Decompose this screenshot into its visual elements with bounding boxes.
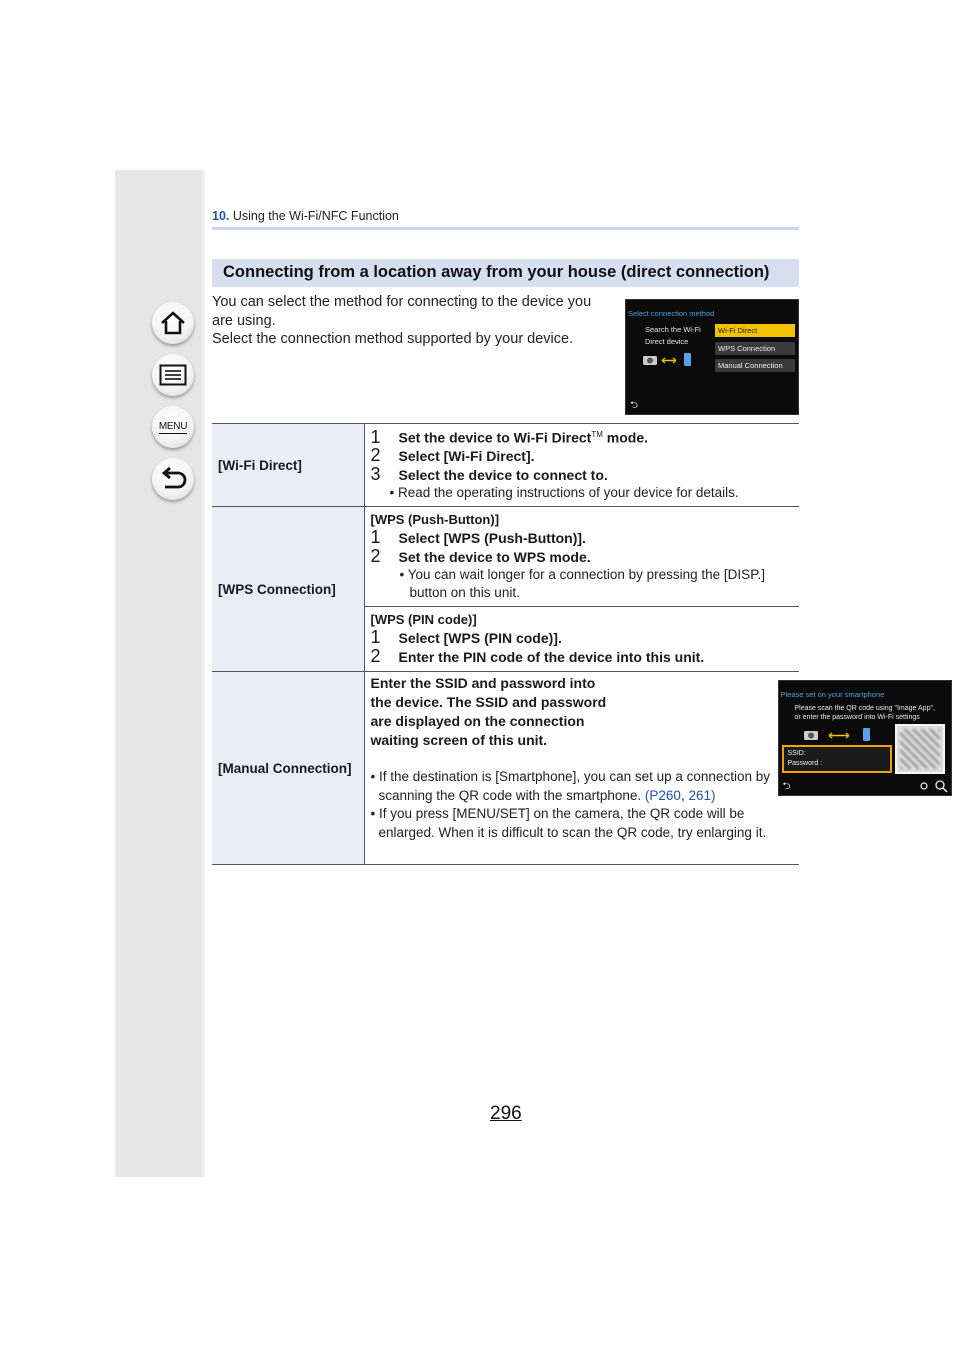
wps-pin-step-2 xyxy=(370,645,800,667)
chapter-title: Using the Wi-Fi/NFC Function xyxy=(229,209,399,223)
menu-button[interactable] xyxy=(152,406,194,448)
return-icon xyxy=(159,467,187,491)
manual-label: [Manual Connection] xyxy=(212,672,364,865)
header-rule xyxy=(212,227,799,230)
page-link-260[interactable]: (P260 xyxy=(644,787,681,803)
wifi-direct-step-2 xyxy=(371,447,800,466)
zoom-icon xyxy=(917,779,949,793)
trademark: TM xyxy=(591,430,603,439)
qr-screen-back-icon: ⮌ xyxy=(782,781,791,793)
step-number: 1 xyxy=(370,527,381,548)
connection-methods-table xyxy=(212,423,935,865)
contents-button[interactable] xyxy=(152,354,194,396)
manual-note-1 xyxy=(371,768,791,805)
intro-text xyxy=(212,293,612,349)
intro-line-1: You can select the method for connecting to the device you are using. xyxy=(212,294,592,329)
password-label: Password : xyxy=(787,760,823,768)
wps-push-heading: [WPS (Push-Button)] xyxy=(370,512,500,528)
note-sep: , xyxy=(680,787,689,803)
screen-item-manual: Manual Connection xyxy=(715,359,795,372)
screen-title: Select connection method xyxy=(628,309,715,318)
breadcrumb xyxy=(212,209,399,223)
ssid-label: SSID: xyxy=(787,750,806,758)
screen-item-wifi-direct: Wi-Fi Direct xyxy=(715,324,795,337)
qr-code xyxy=(895,724,945,774)
ssid-password-box xyxy=(782,745,892,773)
manual-note-2: • If you press [MENU/SET] on the camera, the QR code will be enlarged. When it is difficult to scan the QR code, try enlarging it. xyxy=(370,806,767,840)
chapter-number: 10. xyxy=(212,209,230,223)
table-row-wps xyxy=(212,507,799,672)
step-number: 2 xyxy=(370,645,381,666)
wps-push-step-1 xyxy=(371,529,800,548)
step-number: 1 xyxy=(370,426,381,447)
step-text: Select [Wi-Fi Direct]. xyxy=(398,448,535,465)
wps-divider xyxy=(365,606,800,607)
wifi-direct-content xyxy=(364,424,799,507)
step-number: 2 xyxy=(370,545,381,566)
qr-screen-title: Please set on your smartphone xyxy=(780,690,885,700)
qr-code-screen xyxy=(778,680,952,796)
step-text: Select [WPS (PIN code)]. xyxy=(398,630,562,647)
manual-notes xyxy=(371,768,791,842)
wifi-direct-label: [Wi-Fi Direct] xyxy=(212,424,364,507)
step-number: 3 xyxy=(370,463,381,484)
section-title: Connecting from a location away from your house (direct connection) xyxy=(212,259,799,287)
camera-to-phone-icon xyxy=(642,352,698,368)
step-number: 1 xyxy=(370,627,381,648)
wps-pin-step-1 xyxy=(371,629,800,648)
home-icon xyxy=(159,310,187,336)
wps-content xyxy=(364,507,799,672)
step-text: Enter the PIN code of the device into this unit. xyxy=(398,648,705,665)
home-button[interactable] xyxy=(152,302,194,344)
step-text-b: mode. xyxy=(602,429,648,446)
intro-line-2: Select the connection method supported by your device. xyxy=(212,331,574,347)
page-link-261[interactable]: 261) xyxy=(688,787,716,803)
screen-left-line-1: Search the Wi-Fi xyxy=(645,325,701,334)
qr-screen-line-2: or enter the password into Wi-Fi settings xyxy=(794,714,920,722)
manual-wrap xyxy=(370,672,935,860)
list-icon xyxy=(159,364,187,386)
menu-label: MENU xyxy=(158,420,188,432)
step-text: Select the device to connect to. xyxy=(398,466,608,483)
connection-method-screen xyxy=(625,299,799,415)
wps-label: [WPS Connection] xyxy=(212,507,364,672)
manual-content xyxy=(364,672,935,865)
screen-left-line-2: Direct device xyxy=(645,337,689,346)
table-row-wifi-direct xyxy=(212,424,799,507)
step-text: Select [WPS (Push-Button)]. xyxy=(398,530,586,547)
camera-to-phone-icon xyxy=(803,727,879,743)
note-text: • If the destination is [Smartphone], you can set up a connection by scanning the QR code with the smartphone. xyxy=(370,769,770,803)
screen-item-wps: WPS Connection xyxy=(715,342,795,355)
wps-push-step-2 xyxy=(370,545,800,567)
page-number: 296 xyxy=(490,1103,522,1124)
back-button[interactable] xyxy=(152,458,194,500)
step-text xyxy=(399,426,649,447)
step-number: 2 xyxy=(370,445,381,466)
wps-push-note: • You can wait longer for a connection by pressing the [DISP.] button on this unit. xyxy=(399,567,765,601)
wifi-direct-step-1 xyxy=(371,426,800,447)
step-text: Set the device to WPS mode. xyxy=(398,548,591,565)
qr-screen-line-1: Please scan the QR code using "Image App", xyxy=(794,705,935,713)
sidebar-edge xyxy=(202,170,205,1177)
step-text-a: Set the device to Wi-Fi Direct xyxy=(398,429,592,446)
manual-instruction: Enter the SSID and password into the device. The SSID and password are displayed on the connection waiting screen of this unit. xyxy=(370,675,607,748)
table-row-manual xyxy=(212,672,799,865)
wifi-direct-note: • Read the operating instructions of your device for details. xyxy=(389,485,739,501)
screen-back-icon: ⮌ xyxy=(630,400,639,411)
wifi-direct-step-3 xyxy=(370,463,800,485)
wps-pin-heading: [WPS (PIN code)] xyxy=(370,612,477,628)
